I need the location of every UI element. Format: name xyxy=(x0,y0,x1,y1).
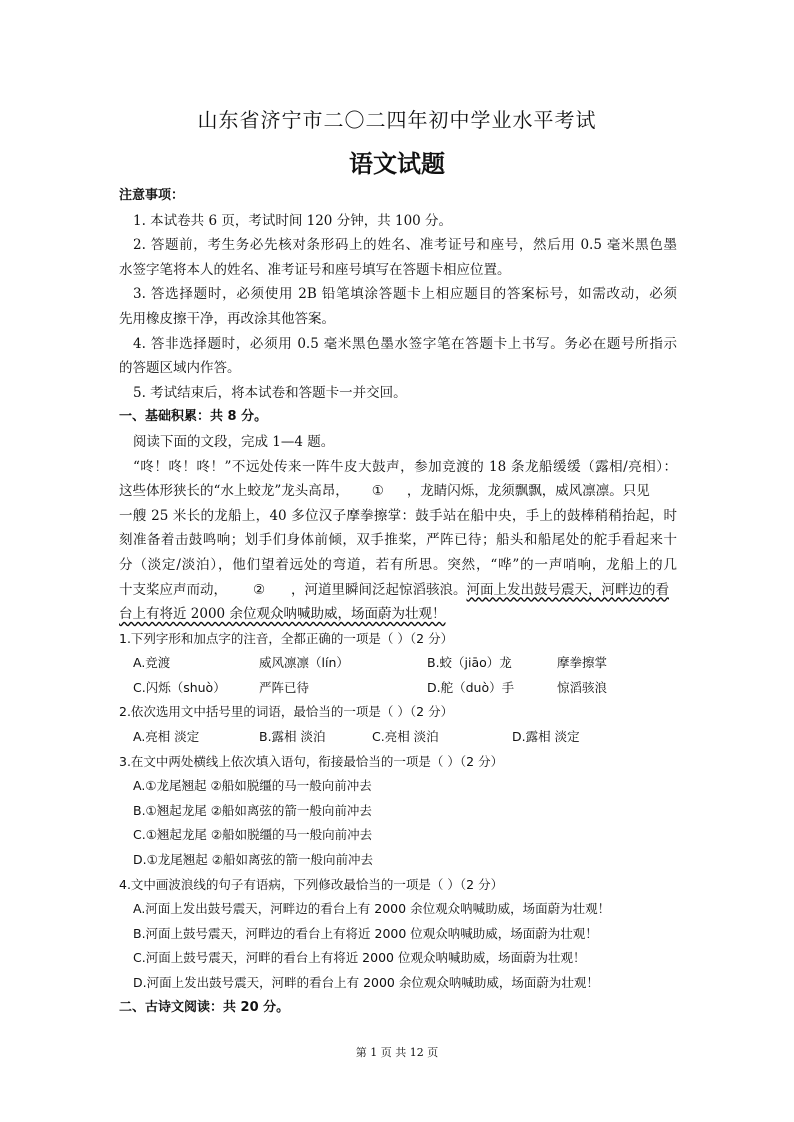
notice-item-1: 1. 本试卷共 6 页，考试时间 120 分钟，共 100 分。 xyxy=(133,212,453,229)
blank-2: ② xyxy=(227,578,291,603)
notice-item-2-line-2: 水签字笔将本人的姓名、准考证号和座号填写在答题卡相应位置。 xyxy=(119,261,511,278)
passage-line-7 xyxy=(119,602,677,627)
passage-line-5: 分（淡定/淡泊），他们望着远处的弯道，若有所思。突然，“哗”的一声哨响，龙船上的几 xyxy=(119,556,677,573)
q1-option-b-part-2: 摩拳擦掌 xyxy=(557,655,608,671)
section-1-heading: 一、基础积累：共 8 分。 xyxy=(119,409,268,425)
passage-line-2-end: ，龙睛闪烁，龙须飘飘，威风凛凛。只见 xyxy=(406,483,650,500)
notice-item-5: 5. 考试结束后，将本试卷和答题卡一并交回。 xyxy=(133,384,407,401)
q1-option-d-part-1: D.舵（duò）手 xyxy=(427,679,515,695)
page-number: 第 1 页 共 12 页 xyxy=(355,1046,439,1059)
notice-item-3-line-1: 3. 答选择题时，必须使用 2B 铅笔填涂答题卡上相应题目的答案标号，如需改动，必须 xyxy=(133,286,677,303)
q3-option-c: C.①翘起龙尾 ②船如脱缰的马一般向前冲去 xyxy=(133,827,373,843)
subject-title: 语文试题 xyxy=(349,150,445,178)
notice-item-4-line-2: 的答题区域内作答。 xyxy=(119,360,241,377)
q1-option-a-part-2: 威风凛凛（lín） xyxy=(259,655,349,671)
q3-option-d: D.①龙尾翘起 ②船如离弦的箭一般向前冲去 xyxy=(133,852,373,868)
passage-line-2 xyxy=(119,479,677,504)
notice-item-4-line-1: 4. 答非选择题时，必须用 0.5 毫米黑色墨水签字笔在答题卡上书写。务必在题号所指示 xyxy=(133,335,677,352)
q1-option-c-part-2: 严阵已待 xyxy=(259,679,310,695)
notice-item-2-line-1: 2. 答题前，考生务必先核对条形码上的姓名、准考证号和座号，然后用 0.5 毫米黑色墨 xyxy=(133,237,677,254)
passage-line-2-start: 这些体形狭长的“水上蛟龙”龙头高昂， xyxy=(119,483,349,500)
passage-line-6-middle: ，河道里瞬间泛起惊滔骇浪。 xyxy=(291,581,467,598)
question-2: 2.依次选用文中括号里的词语，最恰当的一项是（ ）（2 分） xyxy=(119,704,454,720)
q3-option-b: B.①翘起龙尾 ②船如离弦的箭一般向前冲去 xyxy=(133,802,372,818)
q1-option-d-part-2: 惊滔骇浪 xyxy=(557,679,608,695)
question-4: 4.文中画波浪线的句子有语病，下列修改最恰当的一项是（ ）（2 分） xyxy=(119,876,504,892)
wavy-sentence-part-2: 台上有将近 2000 余位观众呐喊助威，场面蔚为壮观！ xyxy=(119,606,446,623)
question-3: 3.在文中两处横线上依次填入语句，衔接最恰当的一项是（ ）（2 分） xyxy=(119,753,504,769)
q1-option-a-part-1: A.竞渡 xyxy=(133,655,171,671)
q1-option-c-part-1: C.闪烁（shuò） xyxy=(133,679,226,695)
q4-option-c: C.河面上鼓号震天，河畔的看台上有将近 2000 位观众呐喊助威，场面蔚为壮观！ xyxy=(133,950,586,966)
q1-option-b-part-1: B.蛟（jiāo）龙 xyxy=(427,655,512,671)
passage-line-6-start: 十支桨应声而动， xyxy=(119,581,227,598)
q3-option-a: A.①龙尾翘起 ②船如脱缰的马一般向前冲去 xyxy=(133,778,372,794)
q4-option-d: D.河面上发出鼓号震天，河畔的看台上有 2000 余位观众呐喊助威，场面蔚为壮观！ xyxy=(133,975,599,990)
section-2-heading: 二、古诗文阅读：共 20 分。 xyxy=(119,999,290,1015)
q2-option-c: C.亮相 淡泊 xyxy=(372,729,439,745)
q2-option-a: A.亮相 淡定 xyxy=(133,729,200,745)
q4-option-a: A.河面上发出鼓号震天，河畔边的看台上有 2000 余位观众呐喊助威，场面蔚为壮观！ xyxy=(133,901,611,917)
q4-option-b: B.河面上鼓号震天，河畔边的看台上有将近 2000 位观众呐喊助威，场面蔚为壮观！ xyxy=(133,925,598,941)
question-2-options xyxy=(119,725,677,750)
notice-item-3-line-2: 先用橡皮擦干净，再改涂其他答案。 xyxy=(119,310,335,327)
question-1-options-row-1 xyxy=(119,651,677,676)
question-1-options-row-2 xyxy=(119,676,677,701)
reading-instruction: 阅读下面的文段，完成 1—4 题。 xyxy=(133,433,335,450)
notice-heading: 注意事项： xyxy=(119,188,185,203)
page-content xyxy=(119,184,677,1020)
wavy-sentence-part-1: 河面上发出鼓号震天，河畔边的看 xyxy=(466,581,669,598)
question-1: 1.下列字形和加点字的注音，全都正确的一项是（ ）（2 分） xyxy=(119,630,454,646)
blank-1: ① xyxy=(349,479,407,504)
passage-line-4: 刻准备着击鼓鸣响；划手们身体前倾，双手推桨，严阵已待；船头和船尾处的舵手看起来十 xyxy=(119,532,677,549)
passage-line-6 xyxy=(119,578,677,603)
passage-line-3: 一艘 25 米长的龙船上，40 多位汉子摩拳擦掌：鼓手站在船中央，手上的鼓棒稍稍抬起，时 xyxy=(119,507,677,524)
q2-option-d: D.露相 淡定 xyxy=(512,729,580,745)
exam-title: 山东省济宁市二〇二四年初中学业水平考试 xyxy=(197,108,597,132)
passage-line-1: “咚！咚！咚！”不远处传来一阵牛皮大鼓声，参加竞渡的 18 条龙船缓缓（露相/亮相）： xyxy=(133,458,677,475)
q2-option-b: B.露相 淡泊 xyxy=(259,729,326,745)
